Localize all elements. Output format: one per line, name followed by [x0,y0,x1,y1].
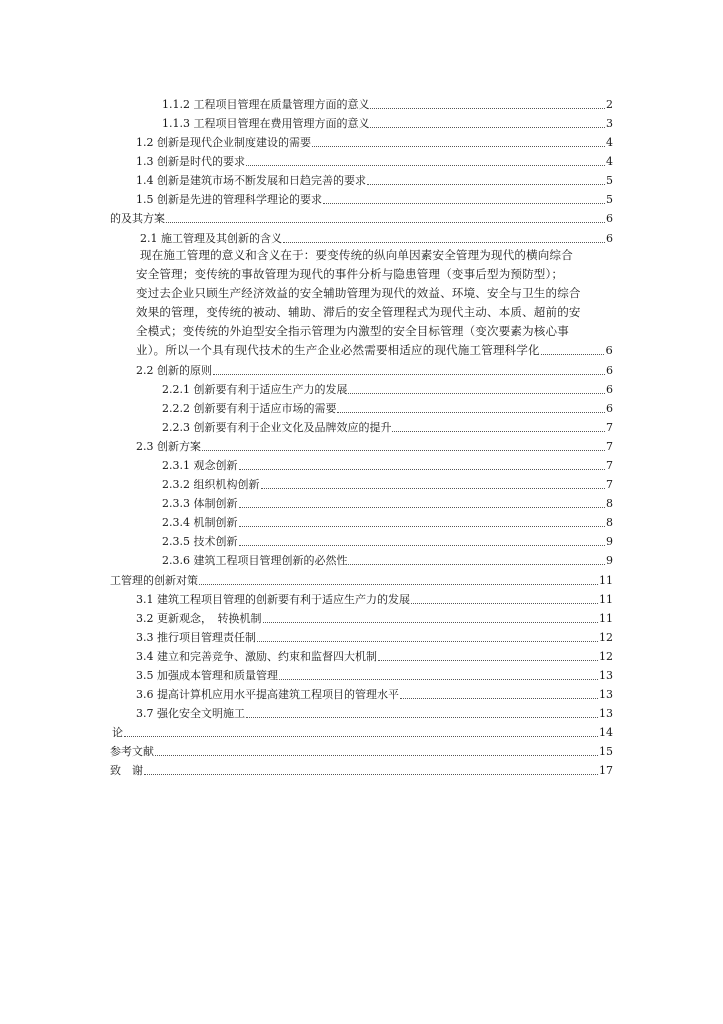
toc-entry-title: 2.2.1 创新要有利于适应生产力的发展 [162,383,348,396]
toc-entry-page: 6 [606,364,613,377]
toc-entry-title: 2.3.3 体制创新 [162,497,238,510]
toc-entry-page: 8 [606,516,613,529]
toc-entry[interactable] [136,646,613,664]
toc-entry-title: 2.2.3 创新要有利于企业文化及品牌效应的提升 [162,421,392,434]
toc-entry-page: 12 [599,650,613,663]
toc-entry[interactable] [162,417,613,435]
toc-entry-page: 8 [606,497,613,510]
toc-entry[interactable] [110,208,613,226]
toc-dot-leader [370,127,605,128]
toc-entry-title: 3.2 更新观念， 转换机制 [136,612,262,625]
toc-dot-leader [213,374,605,375]
toc-dot-leader [541,354,605,355]
toc-entry[interactable] [136,189,613,207]
toc-entry-title: 工管理的创新对策 [110,574,198,587]
toc-entry-title: 2.2 创新的原则 [136,364,212,377]
toc-entry[interactable] [136,360,613,378]
toc-entry-page: 13 [599,707,613,720]
toc-entry-title: 1.5 创新是先进的管理科学理论的要求 [136,193,322,206]
toc-paragraph-line: 安全管理；变传统的事故管理为现代的事件分析与隐患管理（变事后型为预防型）； [136,267,564,281]
toc-entry-page: 11 [599,612,613,625]
toc-entry[interactable] [136,627,613,645]
toc-entry-page: 13 [599,688,613,701]
toc-entry-title: 2.2.2 创新要有利于适应市场的需要 [162,402,337,415]
toc-paragraph-line: 效果的管理，变传统的被动、辅助、滞后的安全管理程式为现代主动、本质、超前的安 [136,305,581,319]
toc-dot-leader [144,774,598,775]
toc-paragraph-line: 变过去企业只顾生产经济效益的安全辅助管理为现代的效益、环境、安全与卫生的综合 [136,286,581,300]
toc-entry-title: 的及其方案 [110,212,165,225]
toc-entry-page: 4 [606,136,613,149]
toc-dot-leader [323,203,605,204]
toc-entry-title: 3.5 加强成本管理和质量管理 [136,669,278,682]
toc-entry-page: 2 [606,98,613,111]
toc-entry[interactable] [162,493,613,511]
toc-entry-title: 2.3.2 组织机构创新 [162,478,260,491]
toc-dot-leader [348,564,605,565]
toc-entry-page: 7 [606,478,613,491]
toc-entry-page: 11 [599,593,613,606]
toc-dot-leader [239,469,606,470]
toc-entry-title: 3.6 提高计算机应用水平提高建筑工程项目的管理水平 [136,688,399,701]
toc-entry-page: 5 [606,193,613,206]
toc-dot-leader [312,146,605,147]
toc-entry[interactable] [136,436,613,454]
toc-entry-title: 2.1 施工管理及其创新的含义 [140,232,282,245]
toc-entry[interactable] [162,550,613,568]
toc-entry[interactable] [162,379,613,397]
toc-dot-leader [411,603,598,604]
toc-entry[interactable] [162,94,613,112]
toc-entry[interactable] [162,113,613,131]
toc-dot-leader [348,393,605,394]
toc-entry[interactable] [136,170,613,188]
toc-dot-leader [279,679,598,680]
toc-entry-title: 业）。所以一个具有现代技术的生产企业必然需要相适应的现代施工管理科学化 [136,343,540,357]
toc-entry[interactable] [136,589,613,607]
toc-entry-title: 2.3.1 观念创新 [162,459,238,472]
toc-entry-title: 参考文献 [110,745,154,758]
toc-entry-title: 3.3 推行项目管理责任制 [136,631,256,644]
toc-entry[interactable] [162,455,613,473]
toc-entry-page: 9 [606,554,613,567]
toc-entry[interactable] [110,570,613,588]
toc-entry[interactable] [136,703,613,721]
toc-entry-title: 论 [112,726,123,739]
toc-entry-page: 11 [599,574,613,587]
toc-entry[interactable] [112,722,613,740]
toc-entry[interactable] [110,741,613,759]
toc-dot-leader [337,412,605,413]
toc-entry-page: 7 [606,459,613,472]
toc-entry-page: 7 [606,421,613,434]
toc-entry-title: 1.4 创新是建筑市场不断发展和日趋完善的要求 [136,174,366,187]
toc-entry-page: 6 [606,383,613,396]
toc-entry-page: 5 [606,174,613,187]
toc-entry-page: 14 [599,726,613,739]
toc-entry-title: 1.1.2 工程项目管理在质量管理方面的意义 [162,98,370,111]
toc-dot-leader [378,660,598,661]
toc-entry-page: 3 [606,117,613,130]
toc-entry-title: 2.3 创新方案 [136,440,201,453]
toc-entry-page: 17 [599,764,613,777]
toc-dot-leader [283,242,605,243]
toc-entry-page: 7 [606,440,613,453]
toc-entry-page: 6 [605,343,613,357]
toc-entry-title: 1.2 创新是现代企业制度建设的需要 [136,136,311,149]
toc-entry[interactable] [136,608,613,626]
toc-dot-leader [239,526,606,527]
toc-entry[interactable] [136,684,613,702]
toc-entry[interactable] [110,760,613,778]
toc-entry[interactable] [140,228,613,246]
toc-entry-title: 2.3.4 机制创新 [162,516,238,529]
toc-entry-title: 3.4 建立和完善竞争、激励、约束和监督四大机制 [136,650,377,663]
toc-entry-title: 致 谢 [110,764,143,777]
toc-entry-title: 1.3 创新是时代的要求 [136,155,245,168]
toc-dot-leader [367,184,605,185]
toc-entry[interactable] [162,531,613,549]
toc-dot-leader [239,507,606,508]
toc-dot-leader [370,108,605,109]
toc-entry-page: 15 [599,745,613,758]
toc-entry-page: 6 [606,232,613,245]
toc-entry[interactable] [136,665,613,683]
toc-dot-leader [261,488,606,489]
toc-entry-title: 1.1.3 工程项目管理在费用管理方面的意义 [162,117,370,130]
toc-entry-page: 4 [606,155,613,168]
toc-dot-leader [202,450,605,451]
toc-paragraph-last-line[interactable] [136,341,613,359]
toc-dot-leader [257,641,598,642]
toc-dot-leader [166,222,605,223]
toc-entry[interactable] [162,512,613,530]
toc-entry-page: 12 [599,631,613,644]
toc-entry-title: 3.7 强化安全文明施工 [136,707,245,720]
toc-paragraph-line: 现在施工管理的意义和含义在于：要变传统的纵向单因素安全管理为现代的横向综合 [140,248,573,262]
toc-dot-leader [155,755,598,756]
toc-entry[interactable] [162,398,613,416]
toc-entry-page: 13 [599,669,613,682]
toc-dot-leader [124,736,598,737]
toc-dot-leader [239,545,606,546]
toc-dot-leader [199,584,598,585]
toc-dot-leader [246,717,598,718]
toc-dot-leader [263,622,599,623]
toc-entry-page: 6 [606,402,613,415]
toc-entry-page: 9 [606,535,613,548]
toc-dot-leader [246,165,605,166]
toc-entry[interactable] [162,474,613,492]
toc-entry-title: 2.3.6 建筑工程项目管理创新的必然性 [162,554,348,567]
toc-entry[interactable] [136,151,613,169]
toc-entry-title: 2.3.5 技术创新 [162,535,238,548]
toc-dot-leader [392,431,605,432]
toc-entry-page: 6 [606,212,613,225]
toc-entry[interactable] [136,132,613,150]
toc-dot-leader [400,698,598,699]
toc-paragraph-line: 全模式；变传统的外迫型安全指示管理为内激型的安全目标管理（变次要素为核心事 [136,324,569,338]
toc-entry-title: 3.1 建筑工程项目管理的创新要有利于适应生产力的发展 [136,593,410,606]
